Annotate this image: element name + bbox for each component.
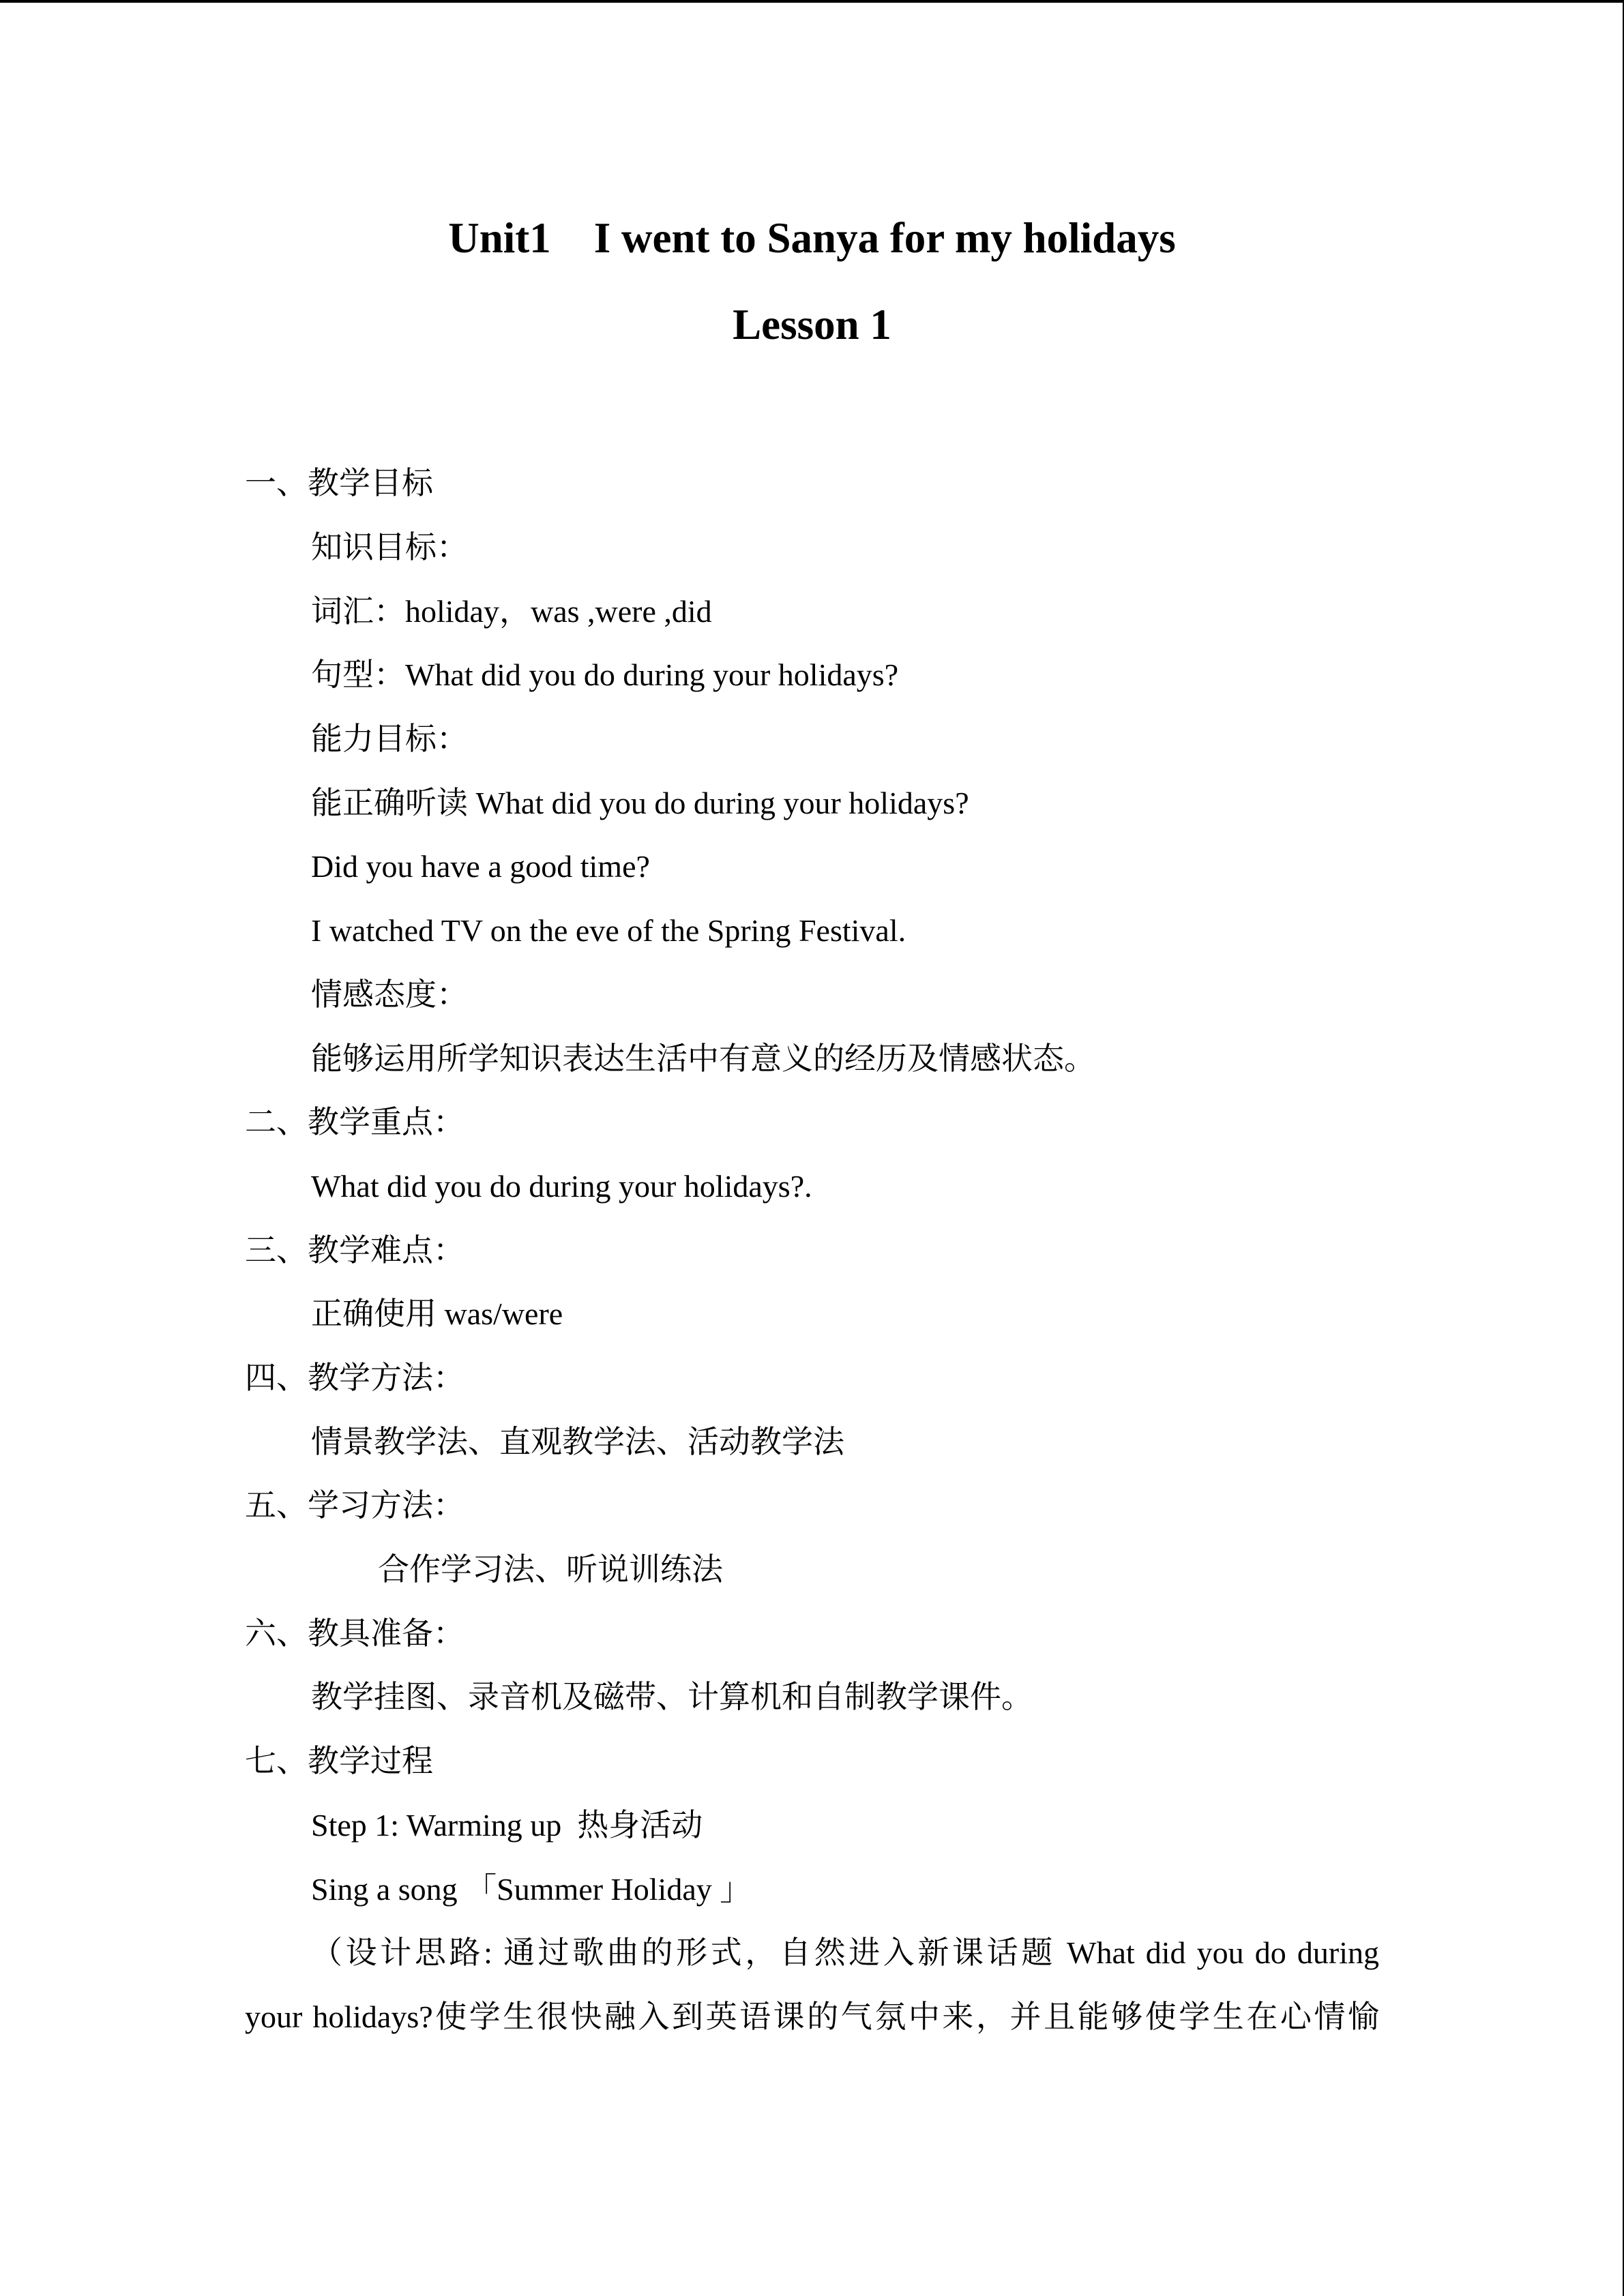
learning-methods-line: 合作学习法、听说训练法 (378, 1552, 723, 1587)
key-points-line: What did you do during your holidays?. (311, 1169, 812, 1204)
ability-line-2: Did you have a good time? (311, 849, 650, 884)
section-heading-objectives: 一、教学目标 (245, 466, 433, 501)
section-heading-difficulties: 三、教学难点： (245, 1233, 464, 1268)
section-heading-learning-methods: 五、学习方法： (245, 1488, 464, 1523)
page-top-border (0, 0, 1624, 3)
sentence-pattern-line: 句型：What did you do during your holidays? (311, 657, 899, 692)
step-1-song-line: Sing a song 「Summer Holiday 」 (311, 1872, 752, 1907)
section-heading-key-points: 二、教学重点： (245, 1105, 464, 1139)
ability-line-3: I watched TV on the eve of the Spring Festival. (311, 913, 906, 948)
teaching-methods-line: 情景教学法、直观教学法、活动教学法 (311, 1425, 844, 1459)
difficulties-line: 正确使用 was/were (311, 1296, 563, 1331)
subheading-ability: 能力目标： (311, 721, 468, 756)
document-title: Unit1 I went to Sanya for my holidays (448, 214, 1176, 262)
document-subtitle: Lesson 1 (733, 301, 891, 348)
section-heading-teaching-methods: 四、教学方法： (245, 1360, 464, 1395)
design-rationale-line-1: （设计思路: 通过歌曲的形式，自然进入新课话题 What did you do during (311, 1935, 1379, 1970)
subheading-attitude: 情感态度： (311, 977, 468, 1012)
materials-line: 教学挂图、录音机及磁带、计算机和自制教学课件。 (311, 1680, 1033, 1714)
section-heading-procedure: 七、教学过程 (245, 1744, 433, 1778)
section-heading-materials: 六、教具准备： (245, 1616, 464, 1651)
ability-line-1: 能正确听读 What did you do during your holidays? (311, 786, 969, 820)
attitude-line: 能够运用所学知识表达生活中有意义的经历及情感状态。 (311, 1041, 1095, 1076)
vocabulary-line: 词汇：holiday，was ,were ,did (311, 594, 712, 629)
subheading-knowledge: 知识目标： (311, 530, 468, 565)
design-rationale-line-2: your holidays?使学生很快融入到英语课的气氛中来，并且能够使学生在心情愉 (245, 1999, 1379, 2034)
step-1-heading: Step 1: Warming up 热身活动 (311, 1808, 703, 1843)
